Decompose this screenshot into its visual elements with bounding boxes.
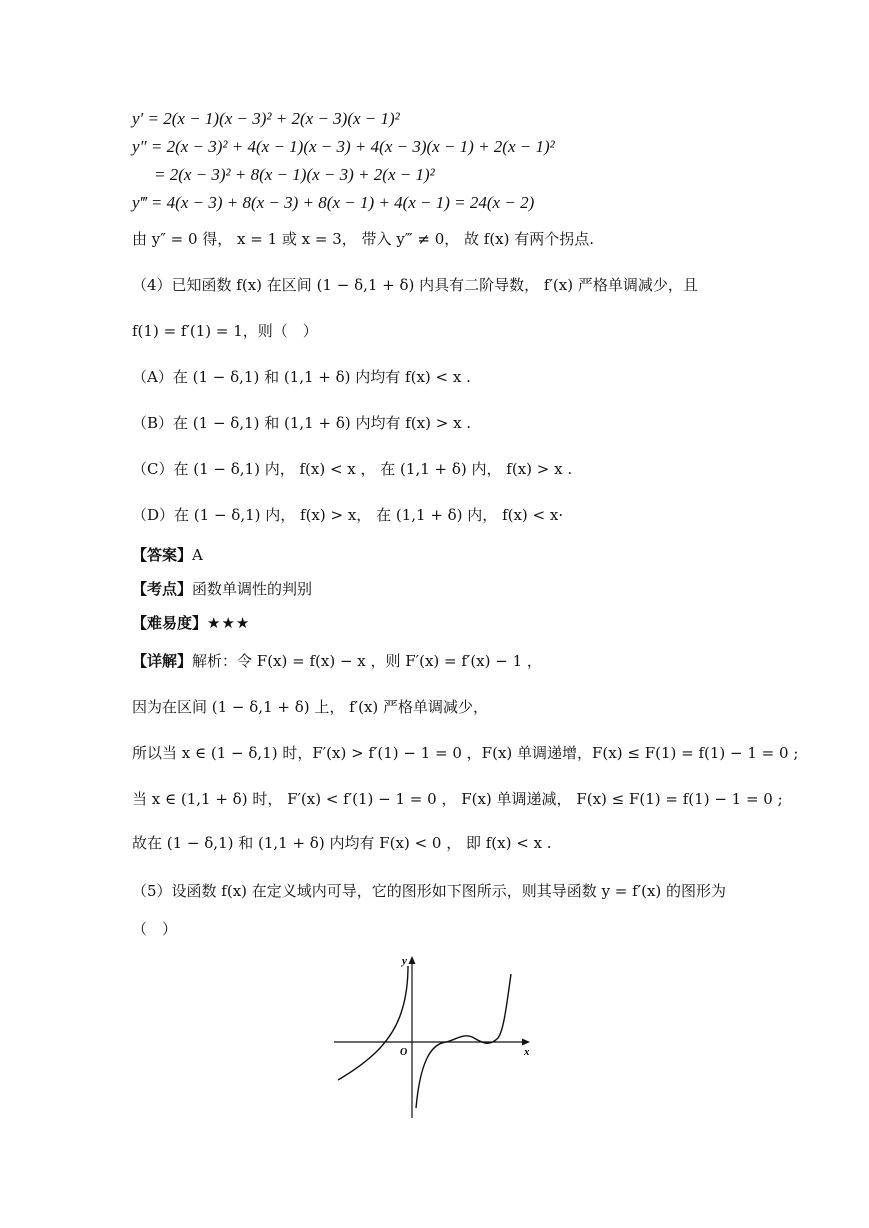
detail-row-1 xyxy=(132,650,542,672)
derivative-line-2: y″ = 2(x − 3)² + 4(x − 1)(x − 3) + 4(x − 3)(x − 1) + 2(x − 1)² xyxy=(132,137,555,156)
curve-left-branch xyxy=(338,966,408,1080)
derivative-line-1: y′ = 2(x − 1)(x − 3)² + 2(x − 3)(x − 1)² xyxy=(132,109,400,128)
difficulty-stars: ★★★ xyxy=(207,614,251,632)
derivative-line-3: = 2(x − 3)² + 8(x − 1)(x − 3) + 2(x − 1)² xyxy=(154,165,435,184)
option-a: （A）在 (1 − δ,1) 和 (1,1 + δ) 内均有 f(x) < x . xyxy=(132,368,471,386)
function-graph xyxy=(330,952,540,1122)
inflection-conclusion: 由 y″ = 0 得， x = 1 或 x = 3， 带入 y‴ ≠ 0， 故 f(x) 有两个拐点. xyxy=(132,230,595,248)
detail-row-4: 当 x ∈ (1,1 + δ) 时， F′(x) < f′(1) − 1 = 0 ， F(x) 单调递减， F(x) ≤ F(1) = f(1) − 1 = 0 ; xyxy=(132,790,783,808)
x-axis-label: x xyxy=(524,1046,530,1058)
y-axis-arrow xyxy=(409,956,416,964)
detail-text-1: 解析：令 F(x) = f(x) − x ，则 F′(x) = f′(x) − 1 ， xyxy=(192,652,542,670)
question-5-stem-cont: （ ） xyxy=(132,920,178,938)
detail-row-5: 故在 (1 − δ,1) 和 (1,1 + δ) 内均有 F(x) < 0 ， 即 f(x) < x . xyxy=(132,834,552,852)
answer-row xyxy=(132,544,203,566)
derivative-line-4: y‴ = 4(x − 3) + 8(x − 3) + 8(x − 1) + 4(x − 1) = 24(x − 2) xyxy=(132,193,535,212)
curve-right-branch xyxy=(416,974,511,1108)
question-5-stem: （5）设函数 f(x) 在定义域内可导，它的图形如下图所示，则其导函数 y = f′(x) 的图形为 xyxy=(132,882,727,900)
answer-value: A xyxy=(192,546,203,564)
detail-row-3: 所以当 x ∈ (1 − δ,1) 时，F′(x) > f′(1) − 1 = 0 ，F(x) 单调递增，F(x) ≤ F(1) = f(1) − 1 = 0 ; xyxy=(132,744,799,762)
option-b: （B）在 (1 − δ,1) 和 (1,1 + δ) 内均有 f(x) > x . xyxy=(132,414,472,432)
key-point-label: 【考点】 xyxy=(132,580,193,598)
answer-label: 【答案】 xyxy=(132,546,193,564)
question-4-stem: （4）已知函数 f(x) 在区间 (1 − δ,1 + δ) 内具有二阶导数， f′(x) 严格单调减少，且 xyxy=(132,276,698,294)
key-point-value: 函数单调性的判别 xyxy=(192,580,313,598)
detail-label: 【详解】 xyxy=(132,652,193,670)
key-point-row xyxy=(132,578,312,600)
origin-label: O xyxy=(400,1047,408,1058)
x-axis-arrow xyxy=(522,1039,530,1046)
detail-row-2: 因为在区间 (1 − δ,1 + δ) 上， f′(x) 严格单调减少， xyxy=(132,698,489,716)
difficulty-label: 【难易度】 xyxy=(132,614,208,632)
question-4-stem-cont: f(1) = f′(1) = 1，则（ ） xyxy=(132,322,318,340)
option-d: （D）在 (1 − δ,1) 内， f(x) > x， 在 (1,1 + δ) 内， f(x) < x· xyxy=(132,506,564,524)
y-axis-label: y xyxy=(402,955,407,967)
difficulty-row xyxy=(132,612,250,634)
option-c: （C）在 (1 − δ,1) 内， f(x) < x ， 在 (1,1 + δ) 内， f(x) > x . xyxy=(132,460,573,478)
